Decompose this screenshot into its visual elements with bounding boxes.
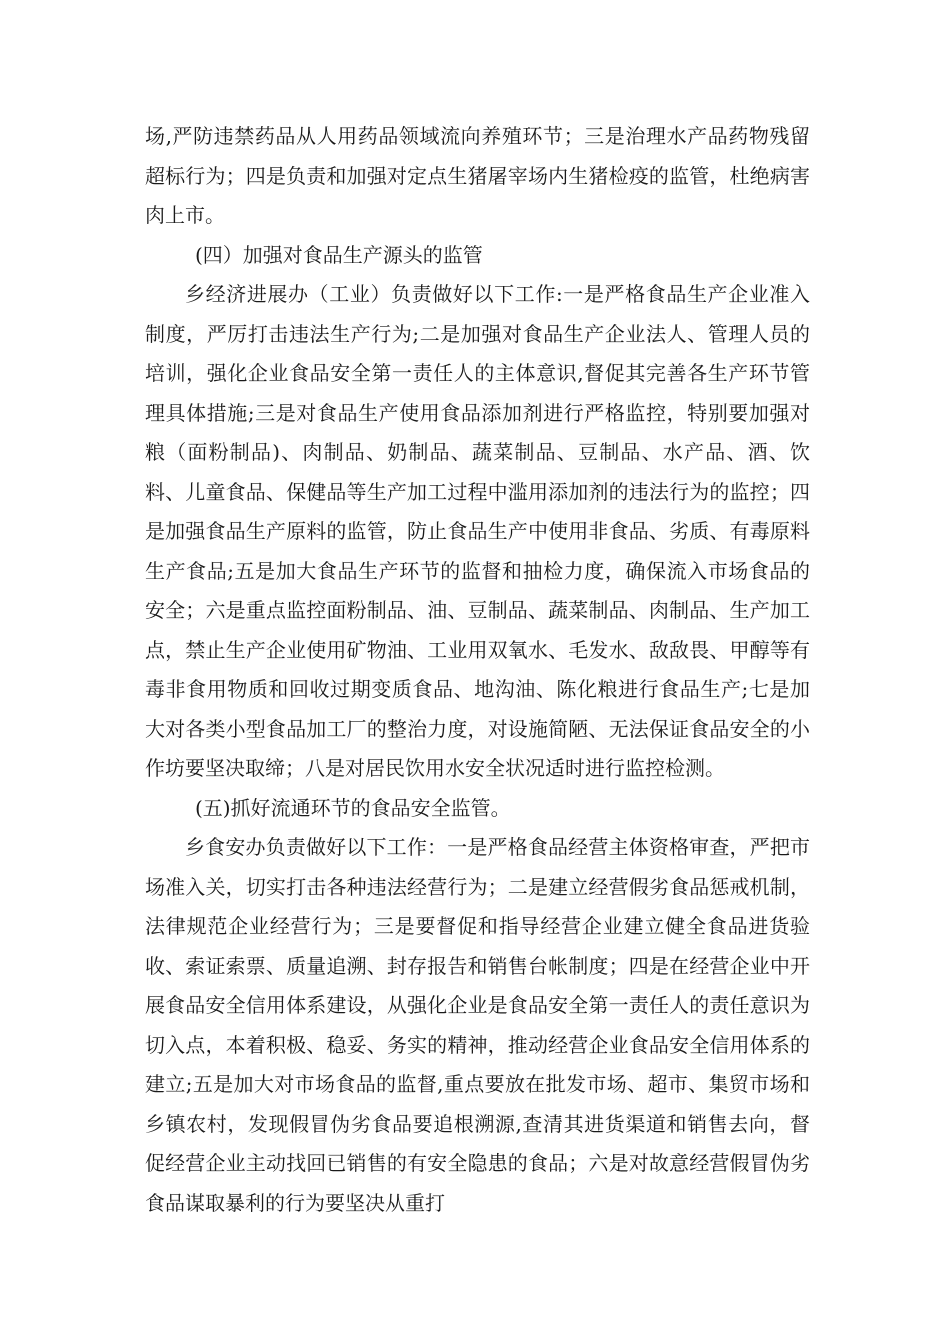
document-body bbox=[145, 117, 810, 1223]
paragraph-section-4: 乡经济进展办（工业）负责做好以下工作:一是严格食品生产企业准入制度，严厉打击违法生产行为;二是加强对食品生产企业法人、管理人员的培训，强化企业食品安全第一责任人的主体意识,督促其完善各生产环节管理具体措施;三是对食品生产使用食品添加剂进行严格监控，特别要加强对粮（面粉制品)、肉制品、奶制品、蔬菜制品、豆制品、水产品、酒、饮料、儿童食品、保健品等生产加工过程中滥用添加剂的违法行为的监控；四是加强食品生产原料的监管，防止食品生产中使用非食品、劣质、有毒原料生产食品;五是加大食品生产环节的监督和抽检力度，确保流入市场食品的安全；六是重点监控面粉制品、油、豆制品、蔬菜制品、肉制品、生产加工点，禁止生产企业使用矿物油、工业用双氧水、毛发水、敌敌畏、甲醇等有毒非食用物质和回收过期变质食品、地沟油、陈化粮进行食品生产;七是加大对各类小型食品加工厂的整治力度，对设施简陋、无法保证食品安全的小作坊要坚决取缔；八是对居民饮用水安全状况适时进行监控检测。 bbox=[145, 282, 810, 780]
paragraph-continuation: 场,严防违禁药品从人用药品领域流向养殖环节；三是治理水产品药物残留超标行为；四是负责和加强对定点生猪屠宰场内生猪检疫的监管，杜绝病害肉上市。 bbox=[145, 124, 810, 227]
section-heading-5: (五)抓好流通环节的食品安全监管。 bbox=[195, 795, 511, 820]
paragraph-section-5: 乡食安办负责做好以下工作：一是严格食品经营主体资格审查，严把市场准入关，切实打击各种违法经营行为；二是建立经营假劣食品惩戒机制，法律规范企业经营行为；三是要督促和指导经营企业建立健全食品进货验收、索证索票、质量追溯、封存报告和销售台帐制度；四是在经营企业中开展食品安全信用体系建设，从强化企业是食品安全第一责任人的责任意识为切入点，本着积极、稳妥、务实的精神，推动经营企业食品安全信用体系的建立;五是加大对市场食品的监督,重点要放在批发市场、超市、集贸市场和乡镇农村，发现假冒伪劣食品要追根溯源,查清其进货渠道和销售去向，督促经营企业主动找回已销售的有安全隐患的食品；六是对故意经营假冒伪劣食品谋取暴利的行为要坚决从重打 bbox=[145, 835, 810, 1215]
section-heading-4: (四）加强对食品生产源头的监管 bbox=[195, 242, 483, 267]
